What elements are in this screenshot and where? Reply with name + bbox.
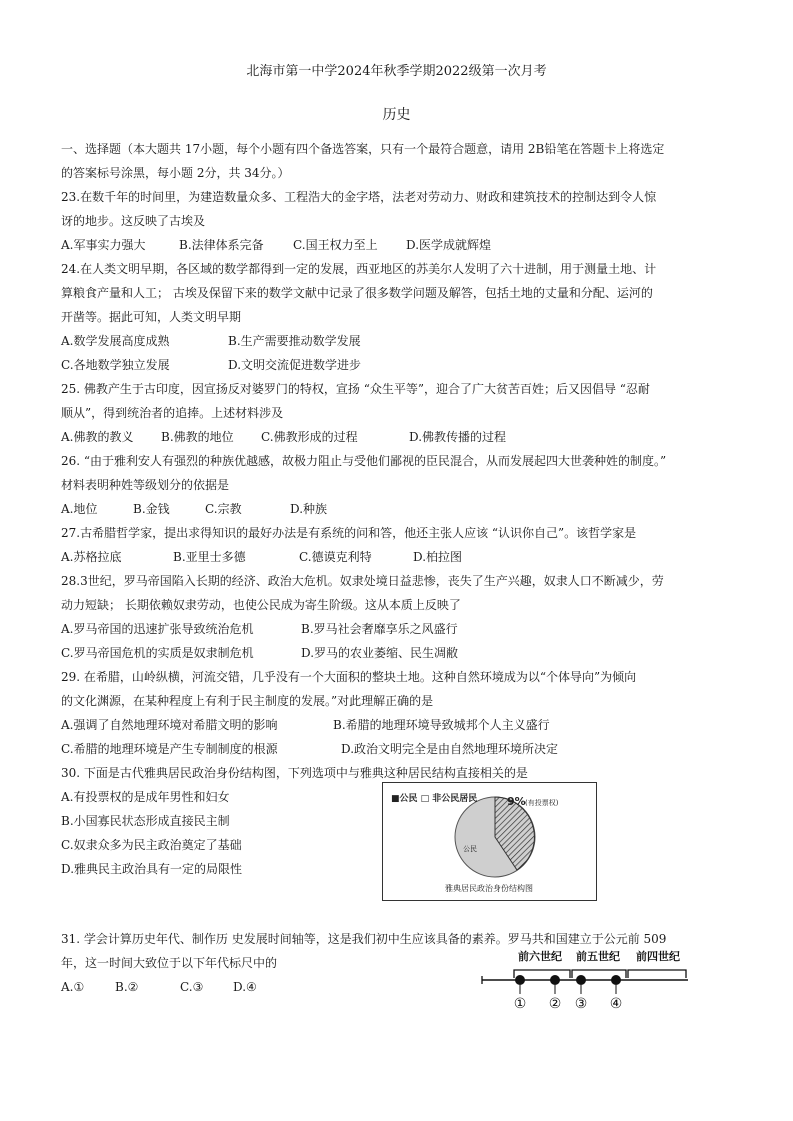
option-d[interactable]: D.文明交流促进数学进步 [228,358,362,372]
option-a[interactable]: A.军事实力强大 [61,238,146,252]
pie-caption: 雅典居民政治身份结构图 [445,884,533,893]
century-label: 前六世纪 [518,950,562,963]
timeline-dot [515,975,525,985]
pie-percent-note: (有投票权) [525,799,559,807]
pie-legend: ■公民 □ 非公民居民 [391,794,478,804]
athens-citizen-pie-figure [382,782,597,901]
option-b[interactable]: B.小国寡民状态形成直接民主制 [61,814,230,828]
option-c[interactable]: C.③ [180,980,204,994]
question-text: 讶的地步。这反映了古埃及 [61,214,206,228]
century-label: 前五世纪 [576,950,620,963]
option-b[interactable]: B.罗马社会奢靡享乐之风盛行 [301,622,458,636]
question-text: 31. 学会计算历史年代、制作历 史发展时间轴等，这是我们初中生应该具备的素养。罗马共和国建立于公元前 509 [61,932,667,946]
century-label: 前四世纪 [636,950,680,963]
question-text: 27.古希腊哲学家，提出求得知识的最好办法是有系统的问和答，他还主张人应该 “认识你自己”。该哲学家是 [61,526,637,540]
option-row [61,502,327,516]
option-a[interactable]: A.罗马帝国的迅速扩张导致统治危机 [61,622,254,636]
option-row [61,622,458,636]
option-a[interactable]: A.数学发展高度成熟 [61,334,170,348]
option-b[interactable]: B.希腊的地理环境导致城邦个人主义盛行 [333,718,550,732]
timeline-dot [576,975,586,985]
pie-chart [383,783,596,900]
century-bracket [628,970,686,978]
option-c[interactable]: C.佛教形成的过程 [261,430,358,444]
question-text: 顺从”，得到统治者的追捧。上述材料涉及 [61,406,284,420]
option-row [61,646,458,660]
question-text: 动力短缺； 长期依赖奴隶劳动，也使公民成为寄生阶级。这从本质上反映了 [61,598,461,612]
option-c[interactable]: C.国王权力至上 [293,238,378,252]
instruction-line: 的答案标号涂黑，每小题 2分，共 34分。） [61,166,290,180]
timeline-marker: ② [548,996,562,1012]
instruction-line: 一、选择题（本大题共 17小题，每个小题有四个备选答案，只有一个最符合题意，请用 2B铅笔在答题卡上将选定 [61,142,665,156]
option-b[interactable]: B.金钱 [133,502,170,516]
option-d[interactable]: D.佛教传播的过程 [409,430,507,444]
option-row [61,238,491,252]
exam-title: 北海市第一中学2024年秋季学期2022级第一次月考 [246,64,547,79]
timeline-figure [480,948,690,1028]
option-row [61,980,257,994]
option-row [61,334,361,348]
timeline-dot [611,975,621,985]
option-d[interactable]: D.医学成就辉煌 [406,238,492,252]
option-c[interactable]: C.德谟克利特 [299,550,372,564]
question-text: 24.在人类文明早期，各区域的数学都得到一定的发展，西亚地区的苏美尔人发明了六十进制，用于测量土地、计 [61,262,657,276]
option-c[interactable]: C.宗教 [205,502,242,516]
option-a[interactable]: A.地位 [61,502,98,516]
option-a[interactable]: A.① [61,980,85,994]
timeline-svg [480,948,690,1028]
option-b[interactable]: B.生产需要推动数学发展 [228,334,361,348]
option-d[interactable]: D.种族 [290,502,328,516]
question-text: 30. 下面是古代雅典居民政治身份结构图，下列选项中与雅典这种居民结构直接相关的是 [61,766,528,780]
option-row [61,718,550,732]
option-d[interactable]: D.政治文明完全是由自然地理环境所决定 [341,742,559,756]
option-c[interactable]: C.罗马帝国危机的实质是奴隶制危机 [61,646,254,660]
option-b[interactable]: B.法律体系完备 [179,238,264,252]
option-row [61,358,361,372]
option-c[interactable]: C.奴隶众多为民主政治奠定了基础 [61,838,242,852]
question-text: 28.3世纪，罗马帝国陷入长期的经济、政治大危机。奴隶处境日益悲惨，丧失了生产兴趣，奴隶人口不断减少，劳 [61,574,664,588]
question-text: 26. “由于雅利安人有强烈的种族优越感，故极力阻止与受他们鄙视的臣民混合，从而发展起四大世袭种姓的制度。” [61,454,667,468]
question-text: 材料表明种姓等级划分的依据是 [61,478,230,492]
option-b[interactable]: B.佛教的地位 [161,430,234,444]
option-b[interactable]: B.② [115,980,139,994]
question-text: 算粮食产量和人工； 古埃及保留下来的数学文献中记录了很多数学问题及解答，包括土地的丈量和分配、运河的 [61,286,653,300]
subject-title: 历史 [382,107,411,123]
option-d[interactable]: D.④ [233,980,257,994]
option-c[interactable]: C.各地数学独立发展 [61,358,170,372]
option-a[interactable]: A.佛教的教义 [61,430,134,444]
option-d[interactable]: D.雅典民主政治具有一定的局限性 [61,862,243,876]
timeline-marker: ① [513,996,527,1012]
option-row [61,742,558,756]
pie-percent-label: 9% [507,795,526,808]
option-a[interactable]: A.苏格拉底 [61,550,122,564]
option-d[interactable]: D.柏拉图 [413,550,463,564]
timeline-marker: ④ [609,996,623,1012]
question-text: 的文化渊源，在某种程度上有利于民主制度的发展。”对此理解正确的是 [61,694,434,708]
question-text: 开凿等。据此可知，人类文明早期 [61,310,242,324]
option-row [61,550,462,564]
option-a[interactable]: A.有投票权的是成年男性和妇女 [61,790,230,804]
question-text: 25. 佛教产生于古印度，因宣扬反对婆罗门的特权，宣扬 “众生平等”，迎合了广大贫苦百姓；后又因倡导 “忍耐 [61,382,650,396]
option-d[interactable]: D.罗马的农业萎缩、民生凋敝 [301,646,459,660]
option-b[interactable]: B.亚里士多德 [173,550,246,564]
timeline-dot [550,975,560,985]
question-text: 29. 在希腊，山岭纵横，河流交错，几乎没有一个大面积的整块土地。这种自然环境成为以“个体导向”为倾向 [61,670,637,684]
option-a[interactable]: A.强调了自然地理环境对希腊文明的影响 [61,718,278,732]
question-text: 年，这一时间大致位于以下年代标尺中的 [61,956,278,970]
option-row [61,430,506,444]
question-text: 23.在数千年的时间里，为建造数量众多、工程浩大的金字塔，法老对劳动力、财政和建筑技术的控制达到令人惊 [61,190,657,204]
option-c[interactable]: C.希腊的地理环境是产生专制制度的根源 [61,742,278,756]
pie-inner-label: 公民 [463,845,477,853]
timeline-marker: ③ [574,996,588,1012]
